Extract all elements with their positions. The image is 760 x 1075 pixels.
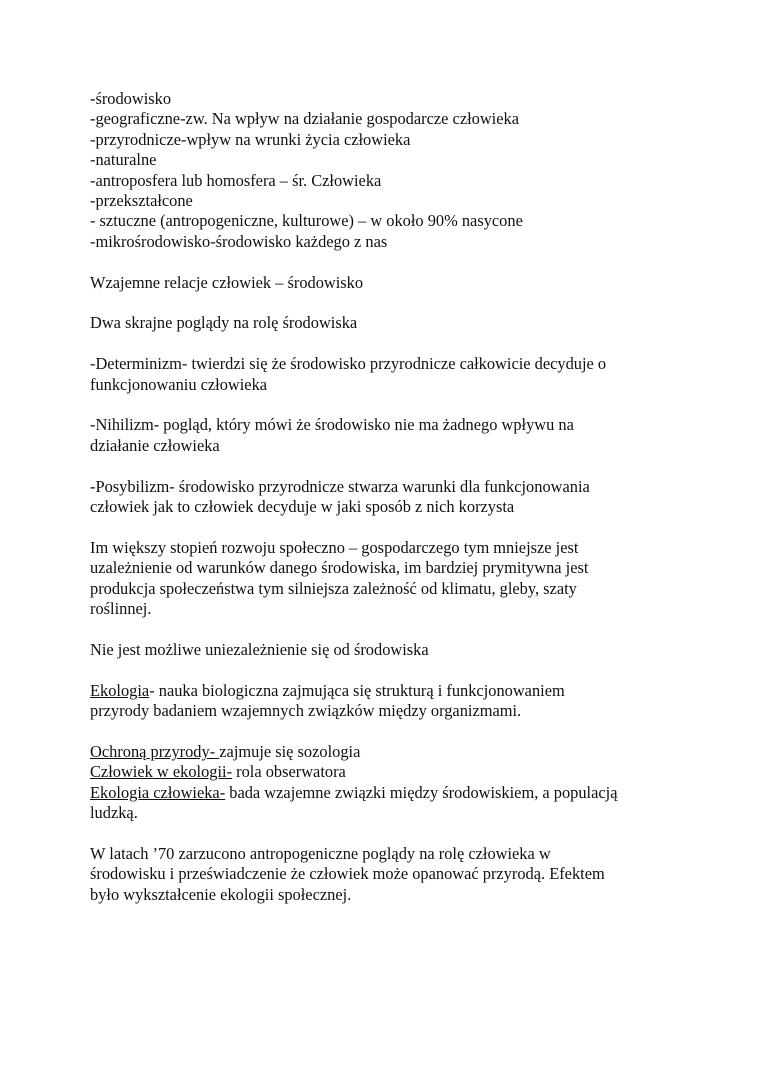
- human-in-ecology-line: [90, 762, 710, 782]
- paragraph-line: W latach ’70 zarzucono antropogeniczne poglądy na rolę człowieka w: [90, 843, 551, 863]
- paragraph-line: -Nihilizm- pogląd, który mówi że środowisko nie ma żadnego wpływu na: [90, 415, 574, 435]
- paragraph-line: -Determinizm- twierdzi się że środowisko przyrodnicze całkowicie decyduje o: [90, 354, 607, 374]
- paragraph-line: -Posybilizm- środowisko przyrodnicze stwarza warunki dla funkcjonowania: [90, 476, 590, 496]
- list-item: -mikrośrodowisko-środowisko każdego z nas: [90, 231, 388, 251]
- human-in-ecology-definition: rola obserwatora: [232, 762, 346, 782]
- human-ecology-term: Ekologia człowieka-: [90, 782, 226, 802]
- relations-heading: [90, 273, 710, 293]
- paragraph-line: człowiek jak to człowiek decyduje w jaki sposób z nich korzysta: [90, 497, 515, 517]
- protection-definition: zajmuje się sozologia: [219, 741, 361, 761]
- views-heading-text: Dwa skrajne poglądy na rolę środowiska: [90, 313, 358, 333]
- ecology-definition: - nauka biologiczna zajmująca się strukturą i funkcjonowaniem: [149, 680, 565, 700]
- determinism-paragraph: [90, 354, 710, 395]
- independence-paragraph: [90, 640, 710, 660]
- definitions-block: [90, 742, 710, 824]
- list-item: -naturalne: [90, 150, 157, 170]
- human-in-ecology-term: Człowiek w ekologii-: [90, 762, 233, 782]
- paragraph-line: funkcjonowaniu człowieka: [90, 374, 268, 394]
- document-page: [90, 89, 710, 905]
- paragraph-line: ludzką.: [90, 803, 138, 823]
- nihilism-paragraph: [90, 415, 710, 456]
- views-heading: [90, 313, 710, 333]
- list-item: -środowisko: [90, 89, 172, 108]
- list-item: -przekształcone: [90, 191, 193, 211]
- list-item: -geograficzne-zw. Na wpływ na działanie gospodarcze człowieka: [90, 109, 519, 129]
- human-ecology-definition: bada wzajemne związki między środowiskiem, a populacją: [225, 782, 618, 802]
- paragraph-line: Nie jest możliwe uniezależnienie się od środowiska: [90, 639, 429, 659]
- paragraph-line: przyrody badaniem wzajemnych związków między organizmami.: [90, 701, 522, 721]
- protection-term: Ochroną przyrody-: [90, 741, 220, 761]
- relations-heading-text: Wzajemne relacje człowiek – środowisko: [90, 272, 364, 292]
- human-ecology-line: [90, 783, 710, 803]
- paragraph-line: produkcja społeczeństwa tym silniejsza zależność od klimatu, gleby, szaty: [90, 578, 577, 598]
- seventies-paragraph: [90, 844, 710, 905]
- paragraph-line: [90, 681, 710, 701]
- environment-types-list: [90, 89, 710, 252]
- ecology-paragraph: [90, 681, 710, 722]
- list-item: -przyrodnicze-wpływ na wrunki życia człowieka: [90, 129, 411, 149]
- paragraph-line: działanie człowieka: [90, 435, 220, 455]
- protection-line: [90, 742, 710, 762]
- paragraph-line: Im większy stopień rozwoju społeczno – gospodarczego tym mniejsze jest: [90, 537, 579, 557]
- paragraph-line: środowisku i przeświadczenie że człowiek może opanować przyrodą. Efektem: [90, 864, 605, 884]
- paragraph-line: uzależnienie od warunków danego środowiska, im bardziej prymitywna jest: [90, 558, 589, 578]
- list-item: - sztuczne (antropogeniczne, kulturowe) – w około 90% nasycone: [90, 211, 523, 231]
- ecology-term: Ekologia: [90, 680, 150, 700]
- paragraph-line: roślinnej.: [90, 599, 152, 619]
- development-paragraph: [90, 538, 710, 620]
- possibilism-paragraph: [90, 477, 710, 518]
- list-item: -antroposfera lub homosfera – śr. Człowieka: [90, 170, 382, 190]
- paragraph-line: było wykształcenie ekologii społecznej.: [90, 884, 352, 904]
